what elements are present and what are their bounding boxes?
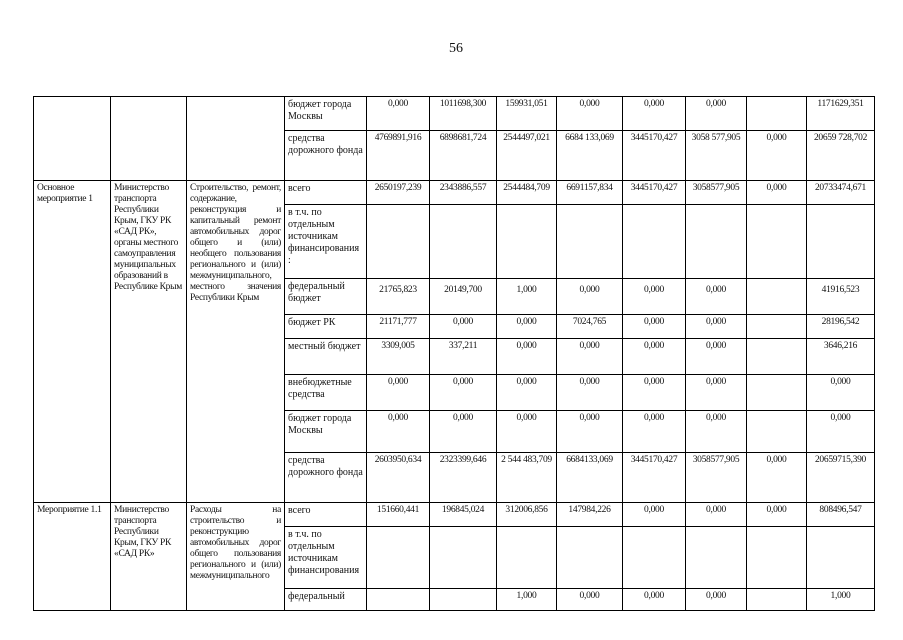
value-cell: 4769891,916	[367, 131, 430, 181]
source-cell: местный бюджет	[285, 339, 367, 375]
value-cell: 3445170,427	[623, 131, 686, 181]
value-cell: 21171,777	[367, 315, 430, 339]
value-cell: 0,000	[623, 589, 686, 611]
value-cell	[747, 527, 807, 589]
value-cell: 0,000	[807, 411, 875, 453]
value-cell: 0,000	[623, 503, 686, 527]
value-cell: 0,000	[623, 97, 686, 131]
value-cell: 337,211	[430, 339, 497, 375]
value-cell: 0,000	[623, 375, 686, 411]
value-cell: 41916,523	[807, 279, 875, 315]
source-cell: в т.ч. по отдельным источникам финансирования :	[285, 205, 367, 279]
value-cell	[623, 527, 686, 589]
value-cell: 1171629,351	[807, 97, 875, 131]
value-cell: 6898681,724	[430, 131, 497, 181]
source-cell: средства дорожного фонда	[285, 131, 367, 181]
value-cell: 6691157,834	[557, 181, 623, 205]
value-cell: 0,000	[686, 315, 747, 339]
value-cell: 7024,765	[557, 315, 623, 339]
value-cell	[557, 205, 623, 279]
budget-table	[33, 96, 875, 611]
value-cell	[497, 205, 557, 279]
value-cell: 0,000	[430, 315, 497, 339]
value-cell	[747, 339, 807, 375]
value-cell: 20733474,671	[807, 181, 875, 205]
table-row	[34, 181, 875, 205]
value-cell: 0,000	[623, 315, 686, 339]
value-cell: 3646,216	[807, 339, 875, 375]
value-cell: 2343886,557	[430, 181, 497, 205]
value-cell: 0,000	[686, 339, 747, 375]
name-cell	[34, 97, 111, 181]
source-cell: всего	[285, 181, 367, 205]
value-cell: 3445170,427	[623, 181, 686, 205]
value-cell: 6684 133,069	[557, 131, 623, 181]
source-cell: в т.ч. по отдельным источникам финансирования	[285, 527, 367, 589]
value-cell: 2544497,021	[497, 131, 557, 181]
value-cell: 0,000	[686, 375, 747, 411]
value-cell: 147984,226	[557, 503, 623, 527]
source-cell: внебюджетные средства	[285, 375, 367, 411]
value-cell: 0,000	[623, 339, 686, 375]
value-cell: 0,000	[557, 279, 623, 315]
value-cell: 0,000	[807, 375, 875, 411]
value-cell	[430, 527, 497, 589]
group-name-cell: Мероприятие 1.1	[34, 503, 111, 611]
table-row	[34, 97, 875, 131]
value-cell: 1,000	[497, 279, 557, 315]
value-cell: 0,000	[747, 181, 807, 205]
value-cell: 0,000	[747, 503, 807, 527]
value-cell: 2603950,634	[367, 453, 430, 503]
value-cell: 0,000	[497, 339, 557, 375]
value-cell: 0,000	[686, 503, 747, 527]
value-cell: 0,000	[557, 589, 623, 611]
value-cell: 3058577,905	[686, 453, 747, 503]
page-number: 56	[449, 41, 463, 56]
value-cell: 2650197,239	[367, 181, 430, 205]
source-cell: бюджет города Москвы	[285, 411, 367, 453]
value-cell: 0,000	[686, 97, 747, 131]
source-cell: федеральный бюджет	[285, 279, 367, 315]
value-cell: 0,000	[623, 279, 686, 315]
value-cell: 20659 728,702	[807, 131, 875, 181]
value-cell: 20659715,390	[807, 453, 875, 503]
value-cell: 808496,547	[807, 503, 875, 527]
value-cell: 0,000	[430, 375, 497, 411]
value-cell: 0,000	[747, 131, 807, 181]
value-cell	[367, 589, 430, 611]
value-cell: 0,000	[497, 315, 557, 339]
value-cell	[430, 589, 497, 611]
value-cell: 0,000	[367, 97, 430, 131]
description-cell	[187, 97, 285, 181]
value-cell	[747, 315, 807, 339]
value-cell	[557, 527, 623, 589]
value-cell: 21765,823	[367, 279, 430, 315]
value-cell	[430, 205, 497, 279]
value-cell: 6684133,069	[557, 453, 623, 503]
executor-cell: Министерство транспорта Республики Крым, ГКУ РК «САД РК»	[111, 503, 187, 611]
value-cell: 0,000	[367, 411, 430, 453]
source-cell: бюджет города Москвы	[285, 97, 367, 131]
value-cell	[497, 527, 557, 589]
value-cell	[747, 279, 807, 315]
value-cell	[807, 205, 875, 279]
value-cell	[686, 205, 747, 279]
source-cell: средства дорожного фонда	[285, 453, 367, 503]
value-cell: 0,000	[497, 375, 557, 411]
value-cell: 0,000	[623, 411, 686, 453]
value-cell: 159931,051	[497, 97, 557, 131]
source-cell: всего	[285, 503, 367, 527]
value-cell	[686, 527, 747, 589]
value-cell: 1011698,300	[430, 97, 497, 131]
value-cell: 2 544 483,709	[497, 453, 557, 503]
value-cell: 28196,542	[807, 315, 875, 339]
executor-cell: Министерство транспорта Республики Крым, ГКУ РК «САД РК», органы местного самоуправления муниципальных образований в Республике Крым	[111, 181, 187, 503]
value-cell: 0,000	[557, 97, 623, 131]
value-cell: 3058 577,905	[686, 131, 747, 181]
value-cell	[623, 205, 686, 279]
value-cell: 3058577,905	[686, 181, 747, 205]
value-cell: 196845,024	[430, 503, 497, 527]
value-cell: 2323399,646	[430, 453, 497, 503]
value-cell: 0,000	[747, 453, 807, 503]
value-cell: 0,000	[686, 589, 747, 611]
value-cell: 1,000	[497, 589, 557, 611]
value-cell: 0,000	[686, 279, 747, 315]
value-cell: 20149,700	[430, 279, 497, 315]
value-cell	[747, 375, 807, 411]
value-cell: 0,000	[686, 411, 747, 453]
value-cell	[747, 97, 807, 131]
value-cell: 312006,856	[497, 503, 557, 527]
value-cell: 0,000	[430, 411, 497, 453]
value-cell	[747, 205, 807, 279]
value-cell: 0,000	[497, 411, 557, 453]
value-cell: 2544484,709	[497, 181, 557, 205]
value-cell	[807, 527, 875, 589]
table-row	[34, 503, 875, 527]
value-cell: 0,000	[367, 375, 430, 411]
description-cell: Расходы на строительство и реконструкцию автомобильных дорог общего пользования регионального и (или) межмуниципального	[187, 503, 285, 611]
executor-cell	[111, 97, 187, 181]
group-name-cell: Основное мероприятие 1	[34, 181, 111, 503]
value-cell	[367, 527, 430, 589]
value-cell: 0,000	[557, 411, 623, 453]
description-cell: Строительство, ремонт, содержание, реконструкция и капитальный ремонт автомобильных дорог общего и (или) необщего пользования регионального и (или) межмуниципального, местного значения Республики Крым	[187, 181, 285, 503]
value-cell: 0,000	[557, 375, 623, 411]
source-cell: федеральный	[285, 589, 367, 611]
value-cell: 1,000	[807, 589, 875, 611]
value-cell	[747, 411, 807, 453]
value-cell	[747, 589, 807, 611]
value-cell: 0,000	[557, 339, 623, 375]
value-cell: 151660,441	[367, 503, 430, 527]
value-cell: 3309,005	[367, 339, 430, 375]
source-cell: бюджет РК	[285, 315, 367, 339]
value-cell	[367, 205, 430, 279]
value-cell: 3445170,427	[623, 453, 686, 503]
